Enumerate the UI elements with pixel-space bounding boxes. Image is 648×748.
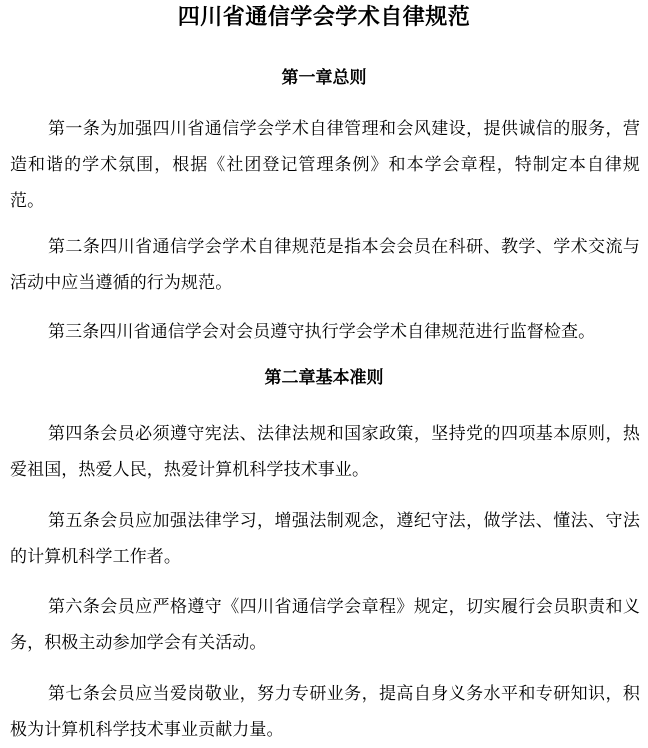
chapter-2-heading: 第二章基本准则 <box>264 368 384 388</box>
article-1: 第一条为加强四川省通信学会学术自律管理和会风建设，提供诚信的服务，营造和谐的学术氛围，根据《社团登记管理条例》和本学会章程，特制定本自律规范。 <box>10 119 640 211</box>
article-7: 第七条会员应当爱岗敬业，努力专研业务，提高自身义务水平和专研知识，积极为计算机科学技术事业贡献力量。 <box>10 684 640 740</box>
article-6: 第六条会员应严格遵守《四川省通信学会章程》规定，切实履行会员职责和义务，积极主动参加学会有关活动。 <box>10 597 640 653</box>
article-3: 第三条四川省通信学会对会员遵守执行学会学术自律规范进行监督检查。 <box>48 322 596 342</box>
chapter-1-heading: 第一章总则 <box>281 68 367 88</box>
document-title: 四川省通信学会学术自律规范 <box>177 4 471 30</box>
article-4: 第四条会员必须遵守宪法、法律法规和国家政策，坚持党的四项基本原则，热爱祖国，热爱人民，热爱计算机科学技术事业。 <box>10 424 640 480</box>
article-5: 第五条会员应加强法律学习，增强法制观念，遵纪守法，做学法、懂法、守法的计算机科学工作者。 <box>10 511 640 567</box>
article-2: 第二条四川省通信学会学术自律规范是指本会会员在科研、教学、学术交流与活动中应当遵循的行为规范。 <box>10 237 640 293</box>
